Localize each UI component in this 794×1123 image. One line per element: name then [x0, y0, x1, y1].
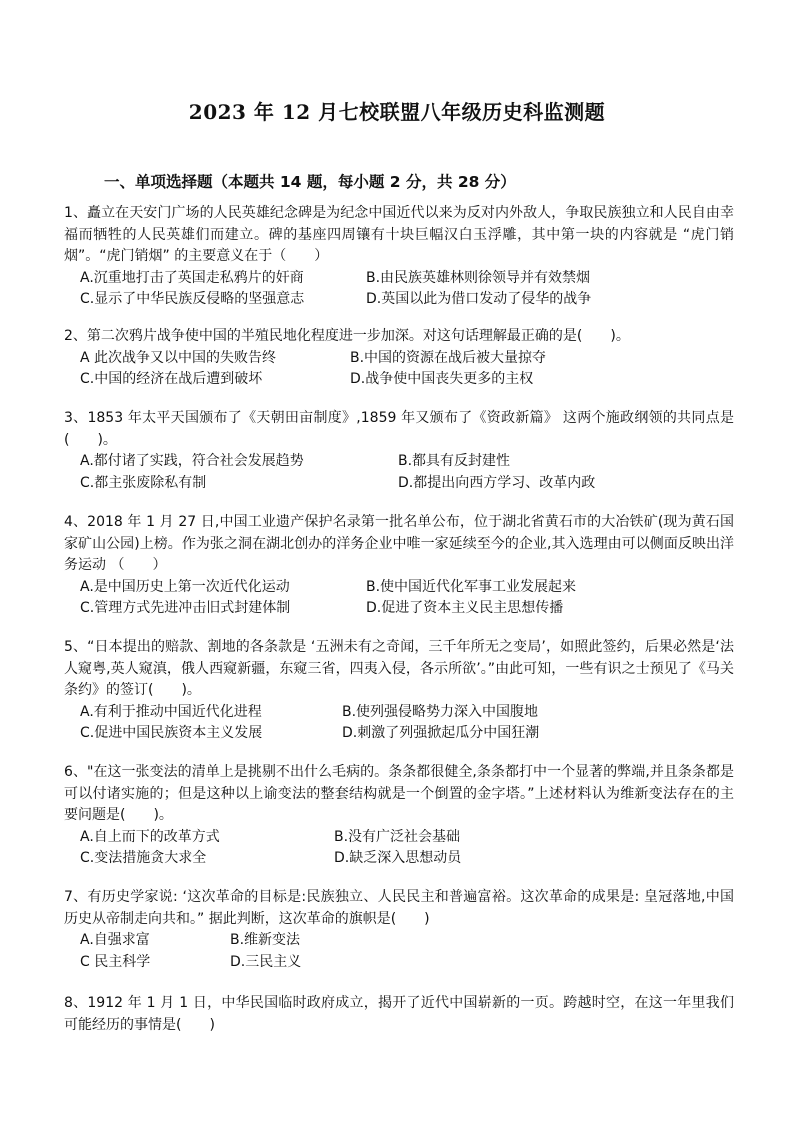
question-2	[64, 326, 734, 391]
options	[64, 827, 734, 870]
question-7	[64, 887, 734, 973]
option-a[interactable]: A.有利于推动中国近代化进程	[80, 703, 262, 720]
option-b[interactable]: B.都具有反封建性	[398, 453, 511, 469]
option-d[interactable]: D.促进了资本主义民主思想传播	[366, 600, 564, 616]
option-a[interactable]: A 此次战争又以中国的失败告终	[80, 349, 277, 366]
option-d[interactable]: D.三民主义	[230, 953, 302, 970]
question-3	[64, 408, 734, 494]
section-heading: 一、单项选择题（本题共 14 题，每小题 2 分，共 28 分）	[104, 173, 516, 191]
option-c[interactable]: C.管理方式先进冲击旧式封建体制	[80, 600, 291, 616]
options	[64, 348, 734, 391]
option-d[interactable]: D.刺激了列强掀起瓜分中国狂潮	[342, 725, 540, 741]
option-c[interactable]: C.显示了中华民族反侵略的坚强意志	[80, 291, 305, 307]
options	[64, 930, 734, 973]
option-c[interactable]: C.促进中国民族资本主义发展	[80, 725, 263, 741]
option-b[interactable]: B.由民族英雄林则徐领导并有效禁烟	[366, 269, 591, 286]
option-c[interactable]: C.都主张废除私有制	[80, 474, 207, 491]
option-b[interactable]: B.维新变法	[230, 932, 301, 948]
question-5	[64, 637, 734, 745]
options	[64, 451, 734, 494]
question-stem: 5、“日本提出的赔款、割地的各条款是 ‘五洲未有之奇闻，三千年所无之变局’，如照此签约，后果必然是‘法人窥粤,英人窥滇，俄人西窥新疆，东窥三省，四夷入侵，各示所欲’。”由此可知，一些有识之士预见了《马关条约》的签订( )。	[64, 639, 734, 698]
option-d[interactable]: D.英国以此为借口发动了侵华的战争	[366, 291, 592, 307]
option-a[interactable]: A.沉重地打击了英国走私鸦片的奸商	[80, 269, 304, 286]
options	[64, 702, 734, 745]
option-c[interactable]: C.变法措施贪大求全	[80, 850, 207, 866]
option-c[interactable]: C.中国的经济在战后遭到破坏	[80, 371, 263, 387]
question-4	[64, 512, 734, 620]
option-a[interactable]: A.是中国历史上第一次近代化运动	[80, 578, 290, 595]
page-title: 2023 年 12 月七校联盟八年级历史科监测题	[188, 100, 606, 124]
options	[64, 577, 734, 620]
question-8	[64, 993, 734, 1036]
options	[64, 268, 734, 311]
option-d[interactable]: D.战争使中国丧失更多的主权	[350, 371, 534, 387]
question-stem: 4、2018 年 1 月 27 日,中国工业遗产保护名录第一批名单公布，位于湖北省黄石市的大冶铁矿(现为黄石国家矿山公园)上榜。作为张之洞在湖北创办的洋务企业中唯一家延续至今的企业,其入选理由可以侧面反映出洋务运动 （ ）	[64, 514, 734, 573]
question-6	[64, 762, 734, 870]
question-1	[64, 203, 734, 311]
question-stem: 1、矗立在天安门广场的人民英雄纪念碑是为纪念中国近代以来为反对内外敌人，争取民族独立和人民自由幸福而牺牲的人民英雄们而建立。碑的基座四周镶有十块巨幅汉白玉浮雕，其中第一块的内容就是 “虎门销烟”。“虎门销烟” 的主要意义在于（ ）	[64, 205, 734, 264]
option-b[interactable]: B.中国的资源在战后被大量掠夺	[350, 349, 547, 366]
question-stem: 8、1912 年 1 月 1 日，中华民国临时政府成立，揭开了近代中国崭新的一页。跨越时空，在这一年里我们可能经历的事情是( )	[64, 995, 734, 1033]
option-a[interactable]: A.自强求富	[80, 932, 150, 948]
option-a[interactable]: A.自上而下的改革方式	[80, 828, 220, 845]
question-stem: 6、"在这一张变法的清单上是挑剔不出什么毛病的。条条都很健全,条条都打中一个显著的弊端,并且条条都是可以付诸实施的；但是这种以上谕变法的整套结构就是一个倒置的金字塔。”上述材料认为维新变法存在的主要问题是( )。	[64, 764, 734, 823]
option-b[interactable]: B.使中国近代化军事工业发展起来	[366, 578, 577, 595]
option-b[interactable]: B.使列强侵略势力深入中国腹地	[342, 703, 539, 720]
question-stem: 3、1853 年太平天国颁布了《天朝田亩制度》,1859 年又颁布了《资政新篇》 这两个施政纲领的共同点是( )。	[64, 410, 734, 448]
option-d[interactable]: D.都提出向西方学习、改革内政	[398, 474, 596, 491]
option-d[interactable]: D.缺乏深入思想动员	[334, 850, 462, 866]
question-stem: 2、第二次鸦片战争使中国的半殖民地化程度进一步加深。对这句话理解最正确的是( )。	[64, 328, 630, 344]
option-c[interactable]: C 民主科学	[80, 953, 151, 970]
question-stem: 7、有历史学家说: ‘这次革命的目标是:民族独立、人民民主和普遍富裕。这次革命的成果是: 皇冠落地,中国历史从帝制走向共和。” 据此判断，这次革命的旗帜是( )	[64, 889, 734, 927]
option-a[interactable]: A.都付诸了实践，符合社会发展趋势	[80, 453, 304, 469]
option-b[interactable]: B.没有广泛社会基础	[334, 828, 461, 845]
